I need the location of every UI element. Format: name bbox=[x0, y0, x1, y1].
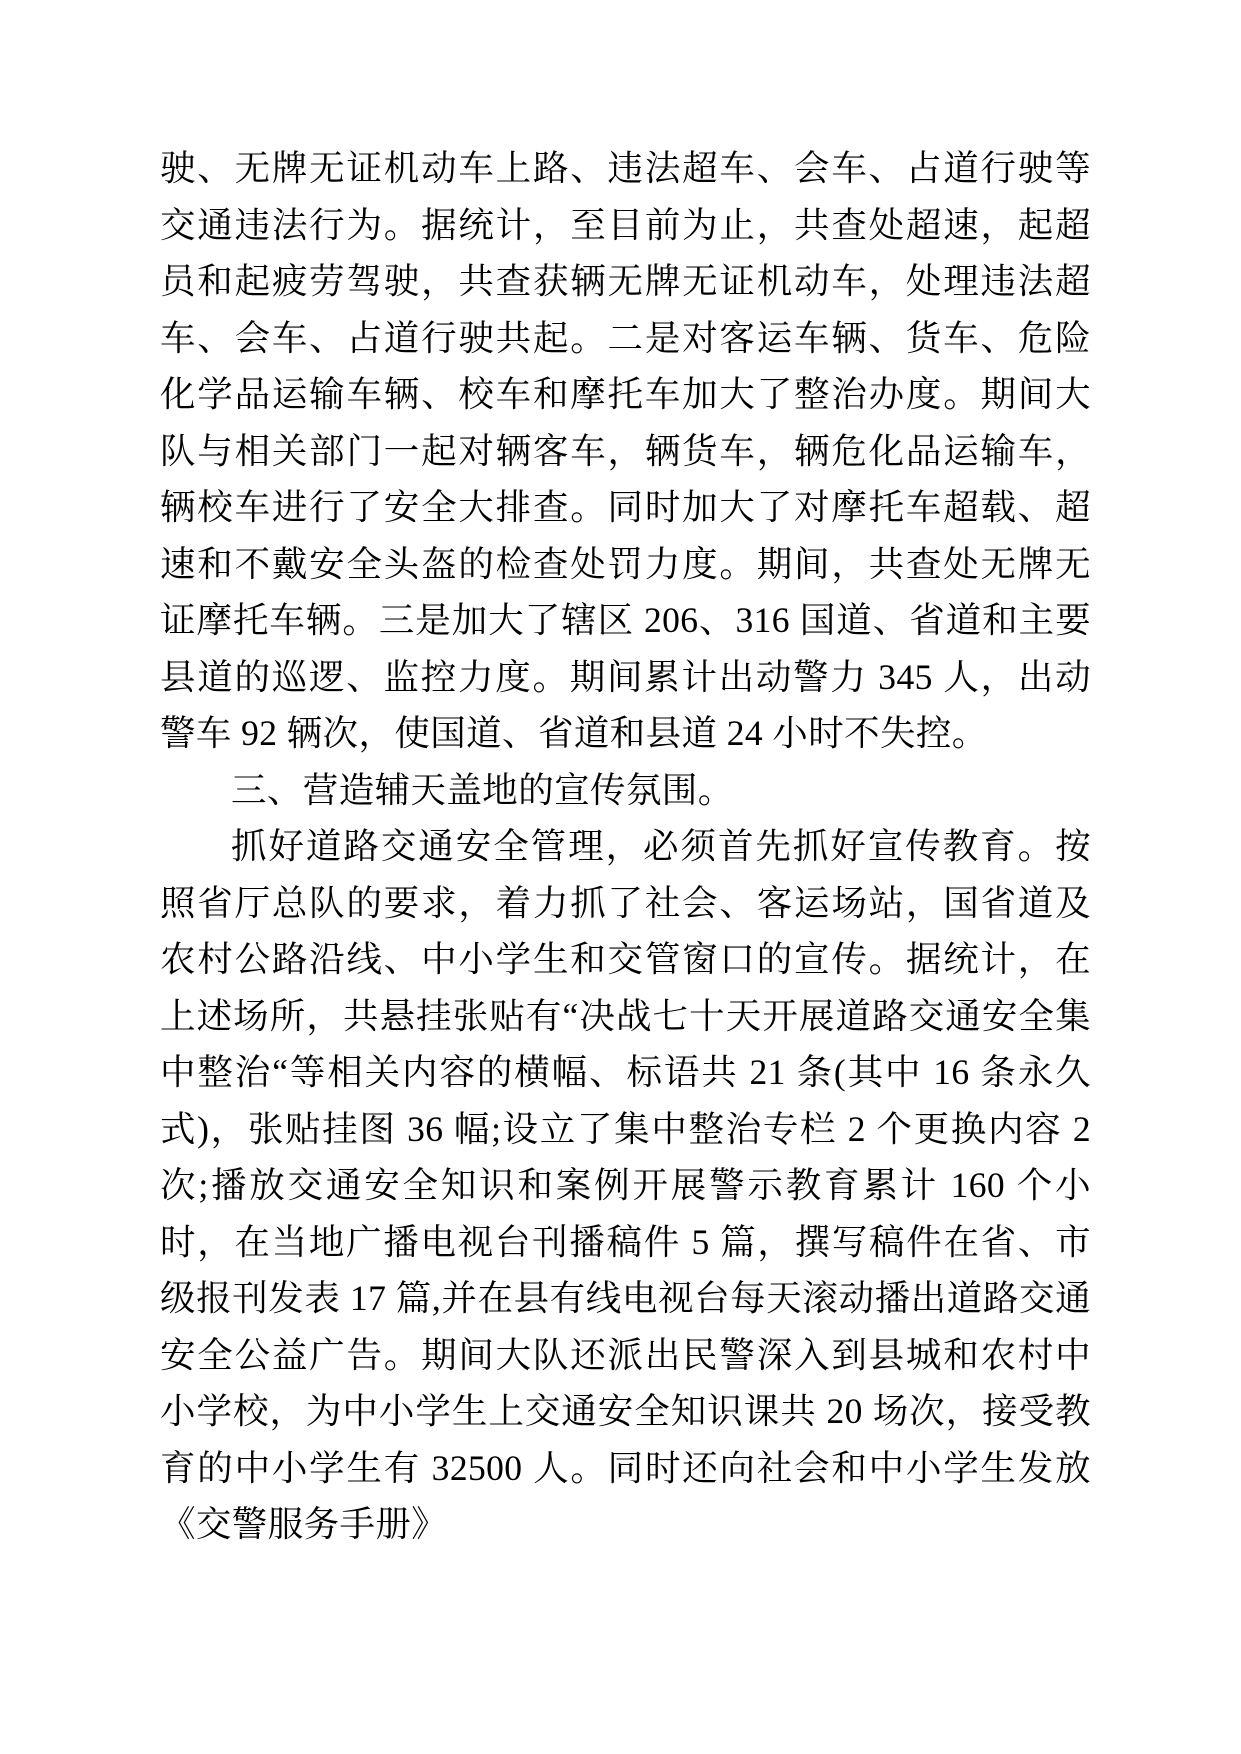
paragraph-heading-three: 三、营造辅天盖地的宣传氛围。 bbox=[231, 769, 734, 810]
document-body bbox=[160, 140, 1091, 1553]
paragraph-continued-traffic-enforcement: 驶、无牌无证机动车上路、违法超车、会车、占道行驶等交通违法行为。据统计，至目前为止，共查处超速，起超员和起疲劳驾驶，共查获辆无牌无证机动车，处理违法超车、会车、占道行驶共起。二是对客运车辆、货车、危险化学品运输车辆、校车和摩托车加大了整治办度。期间大队与相关部门一起对辆客车，辆货车，辆危化品运输车，辆校车进行了安全大排查。同时加大了对摩托车超载、超速和不戴安全头盔的检查处罚力度。期间，共查处无牌无证摩托车辆。三是加大了辖区 206、316 国道、省道和主要县道的巡逻、监控力度。期间累计出动警力 345 人，出动警车 92 辆次，使国道、省道和县道 24 小时不失控。 bbox=[160, 148, 1091, 753]
paragraph-publicity-details: 抓好道路交通安全管理，必须首先抓好宣传教育。按照省厅总队的要求，着力抓了社会、客运场站，国省道及农村公路沿线、中小学生和交管窗口的宣传。据统计，在上述场所，共悬挂张贴有“决战七十天开展道路交通安全集中整治“等相关内容的横幅、标语共 21 条(其中 16 条永久式)，张贴挂图 36 幅;设立了集中整治专栏 2 个更换内容 2 次;播放交通安全知识和案例开展警示教育累计 160 个小时，在当地广播电视台刊播稿件 5 篇，撰写稿件在省、市级报刊发表 17 篇,并在县有线电视台每天滚动播出道路交通安全公益广告。期间大队还派出民警深入到县城和农村中小学校，为中小学生上交通安全知识课共 20 场次，接受教育的中小学生有 32500 人。同时还向社会和中小学生发放《交警服务手册》 bbox=[160, 826, 1091, 1544]
